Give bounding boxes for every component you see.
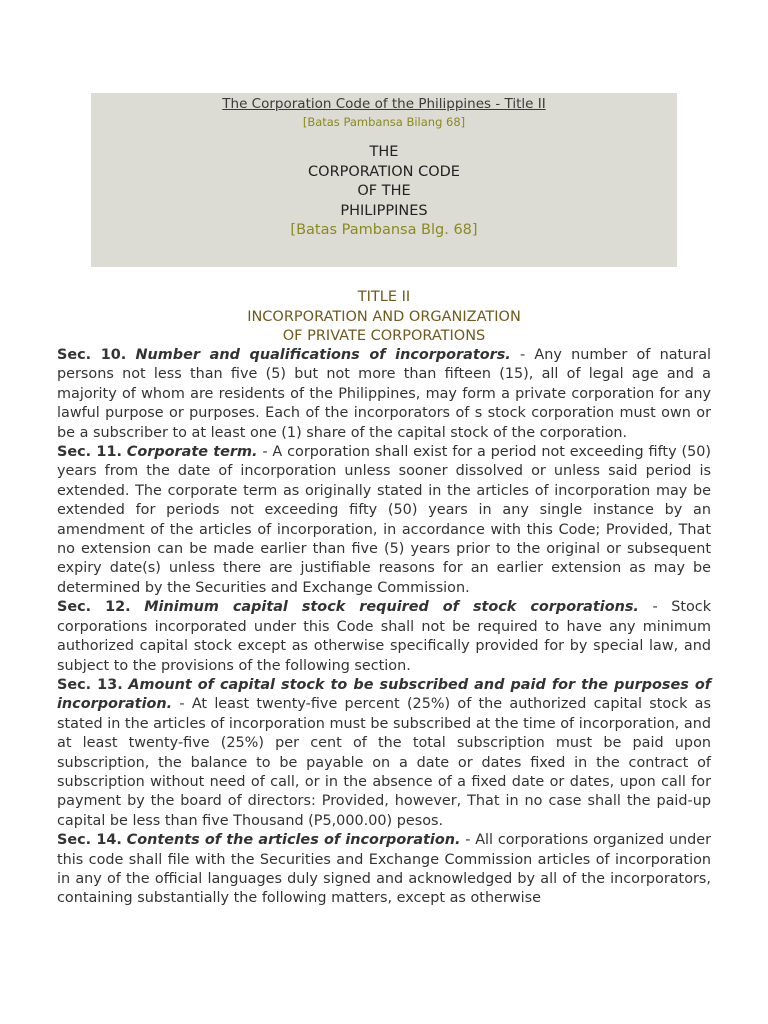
section-label: Sec. 11.: [57, 444, 122, 461]
code-title: [91, 143, 677, 221]
title-name-line-2: OF PRIVATE CORPORATIONS: [282, 328, 486, 344]
code-title-line: OF THE: [357, 183, 411, 199]
document-header: [91, 93, 677, 267]
code-title-line: PHILIPPINES: [340, 202, 428, 219]
document-subtitle: [Batas Pambansa Bilang 68]: [302, 115, 466, 129]
section-heading: Contents of the articles of incorporation.: [126, 832, 461, 849]
title-name-line-1: INCORPORATION AND ORGANIZATION: [247, 308, 521, 325]
title-heading: [57, 288, 711, 347]
section-sec-12: [57, 598, 711, 676]
section-heading: Corporate term.: [126, 444, 258, 461]
section-heading: Minimum capital stock required of stock corporations.: [144, 599, 639, 616]
section-text: - Any number of natural persons not less than five (5) but not more than fifteen (15), all of legal age and a majority of whom are residents of the Philippines, may form a private corporation for any lawful purpose or purposes. Each of the incorporators of s stock corporation must own or be a subscriber to at least one (1) share of the capital stock of the corporation.: [57, 347, 712, 441]
section-text: - A corporation shall exist for a period not exceeding fifty (50) years from the date of incorporation unless sooner dissolved or unless said period is extended. The corporate term as originally stated in the articles of incorporation may be extended for periods not exceeding fifty (50) years in any single instance by an amendment of the articles of incorporation, in accordance with this Code; Provided, That no extension can be made earlier than five (5) years prior to the original or subsequent expiry date(s) unless there are justifiable reasons for an earlier extension as may be determined by the Securities and Exchange Commission.: [57, 444, 711, 596]
code-title-line: THE: [369, 144, 399, 160]
section-heading: Amount of capital stock to be subscribed and paid for the purposes of incorporation.: [57, 676, 712, 713]
section-label: Sec. 13.: [57, 676, 123, 693]
section-heading: Number and qualifications of incorporators.: [135, 347, 511, 363]
section-label: Sec. 14.: [57, 832, 122, 849]
section-sec-14: [57, 831, 711, 909]
section-label: Sec. 12.: [57, 599, 131, 616]
section-text: - At least twenty-five percent (25%) of the authorized capital stock as stated in the articles of incorporation must be subscribed at the time of incorporation, and at least twenty-five (25%) per cent of the total subscription must be paid upon subscription, the balance to be payable on a date or dates fixed in the contract of subscription without need of call, or in the absence of a fixed date or dates, upon call for payment by the board of directors: Provided, however, That in no case shall the paid-up capital be less than five Thousand (P5,000.00) pesos.: [57, 696, 711, 829]
section-text: - All corporations organized under this code shall file with the Securities and Exchange Commission articles of incorporation in any of the official languages duly signed and acknowledged by all of the incorporators, containing substantially the following matters, except as otherwise: [57, 832, 712, 907]
section-label: Sec. 10.: [57, 347, 127, 363]
section-sec-10: [57, 346, 711, 443]
document-title: The Corporation Code of the Philippines - Title II: [222, 96, 546, 112]
document-body: [57, 346, 711, 909]
section-sec-11: [57, 443, 711, 598]
title-number: TITLE II: [357, 289, 411, 305]
section-sec-13: [57, 676, 711, 831]
code-subtitle: [Batas Pambansa Blg. 68]: [290, 222, 478, 238]
section-text: - Stock corporations incorporated under this Code shall not be required to have any minimum authorized capital stock except as otherwise specifically provided for by special law, and subject to the provisions of the following section.: [57, 599, 712, 674]
code-title-line: CORPORATION CODE: [308, 163, 460, 180]
